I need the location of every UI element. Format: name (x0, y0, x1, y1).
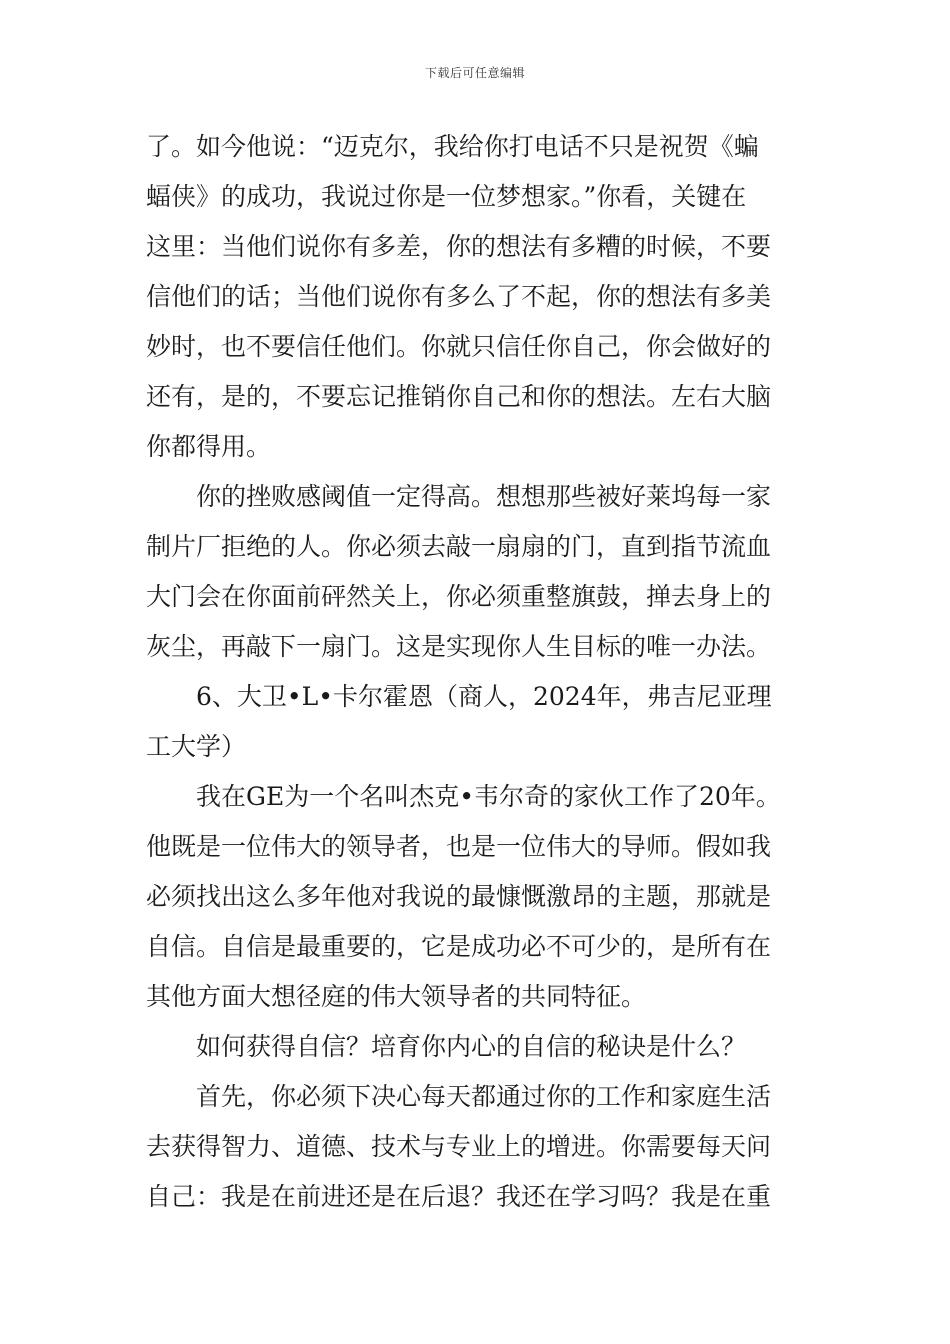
text-line: 如何获得自信？培育你内心的自信的秘诀是什么？ (196, 1032, 747, 1061)
text-line: 工大学） (146, 732, 247, 761)
paragraph (146, 772, 806, 1022)
text-line: 你的挫败感阈值一定得高。想想那些被好莱坞每一家 (196, 482, 772, 511)
text-line: 我在GE为一个名叫杰克•韦尔奇的家伙工作了20年。 (196, 782, 781, 811)
paragraph (146, 1022, 806, 1072)
text-line: 还有，是的，不要忘记推销你自己和你的想法。左右大脑 (146, 382, 772, 411)
paragraph (146, 122, 806, 472)
text-line: 必须找出这么多年他对我说的最慷慨激昂的主题，那就是 (146, 882, 772, 911)
text-line: 信他们的话；当他们说你有多么了不起，你的想法有多美 (146, 282, 772, 311)
text-line: 首先，你必须下决心每天都通过你的工作和家庭生活 (196, 1082, 772, 1111)
text-line: 蝠侠》的成功，我说过你是一位梦想家。”你看，关键在 (146, 182, 747, 211)
text-line: 妙时，也不要信任他们。你就只信任你自己，你会做好的 (146, 332, 772, 361)
text-line: 6、大卫•L•卡尔霍恩（商人，2024年，弗吉尼亚理 (196, 682, 772, 711)
text-line: 灰尘，再敲下一扇门。这是实现你人生目标的唯一办法。 (146, 632, 772, 661)
page-header: 下载后可任意编辑 (424, 66, 525, 80)
section-heading (146, 672, 806, 772)
text-line: 制片厂拒绝的人。你必须去敲一扇扇的门，直到指节流血 (146, 532, 772, 561)
paragraph (146, 472, 806, 672)
paragraph (146, 1072, 806, 1222)
text-line: 大门会在你面前砰然关上，你必须重整旗鼓，掸去身上的 (146, 582, 772, 611)
text-line: 自己：我是在前进还是在后退？我还在学习吗？我是在重 (146, 1182, 772, 1211)
text-line: 你都得用。 (146, 432, 272, 461)
text-line: 去获得智力、道德、技术与专业上的增进。你需要每天问 (146, 1132, 772, 1161)
text-line: 这里：当他们说你有多差，你的想法有多糟的时候，不要 (146, 232, 772, 261)
text-line: 他既是一位伟大的领导者，也是一位伟大的导师。假如我 (146, 832, 772, 861)
document-body (146, 122, 806, 1222)
text-line: 了。如今他说：“迈克尔，我给你打电话不只是祝贺《蝙 (146, 132, 759, 161)
text-line: 自信。自信是最重要的，它是成功必不可少的，是所有在 (146, 932, 772, 961)
text-line: 其他方面大想径庭的伟大领导者的共同特征。 (146, 982, 647, 1011)
